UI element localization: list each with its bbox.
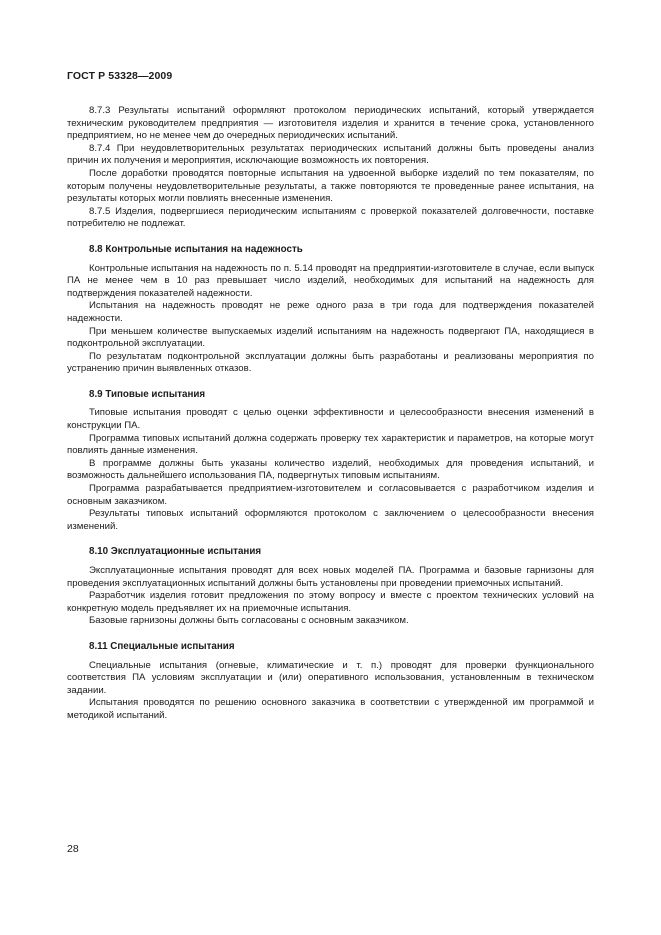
section-heading-8-9: 8.9 Типовые испытания [89,388,206,400]
paragraph: Специальные испытания (огневые, климатические и т. п.) проводят для проверки функционального соответствия ПА условиям эксплуатации и (или) оперативного использования, установленным в техническом задании. [67,659,594,696]
paragraph: Результаты типовых испытаний оформляются протоколом с заключением о целесообразности внесения изменений. [67,508,594,532]
paragraph: Эксплуатационные испытания проводят для всех новых моделей ПА. Программа и базовые гарнизоны для проведения эксплуатационных испытаний должны быть установлены при проведении приемочных испытаний. [67,565,594,589]
page-content [67,105,594,723]
paragraph: Программа разрабатывается предприятием-изготовителем и согласовывается с разработчиком изделия и основным заказчиком. [67,483,594,507]
paragraph: Программа типовых испытаний должна содержать проверку тех характеристик и параметров, на которые могут повлиять данные изменения. [67,432,594,457]
paragraph-rework: После доработки проводятся повторные испытания на удвоенной выборке изделий по тем показателям, по которым получены неудовлетворительные результаты, а также повторяются те проведенные ранее испытания, на результаты которых могли повлиять внесенные изменения. [67,167,594,205]
paragraph: При меньшем количестве выпускаемых изделий испытаниям на надежность подвергают ПА, находящиеся в подконтрольной эксплуатации. [67,325,594,350]
paragraph: Разработчик изделия готовит предложения по этому вопросу и вместе с проектом технических условий на конкретную модель предъявляет их на приемочные испытания. [67,590,594,614]
paragraph: Испытания на надежность проводят не реже одного раза в три года для подтверждения показателей надежности. [67,300,594,324]
section-heading-8-11: 8.11 Специальные испытания [89,640,235,652]
paragraph-8-7-5: 8.7.5 Изделия, подвергшиеся периодическим испытаниям с проверкой показателей долговечности, поставке потребителю не подлежат. [67,205,594,230]
document-code: ГОСТ Р 53328—2009 [67,70,173,82]
paragraph: Испытания проводятся по решению основного заказчика в соответствии с утвержденной им программой и методикой испытаний. [67,697,594,721]
paragraph-8-7-3: 8.7.3 Результаты испытаний оформляют протоколом периодических испытаний, который утверждается техническим руководителем предприятия — изготовителя изделия и хранится в течение срока, установленного предприятием, но не менее чем до очередных периодических испытаний. [67,105,594,142]
paragraph-8-7-4: 8.7.4 При неудовлетворительных результатах периодических испытаний должны быть проведены анализ причин их получения и мероприятия, исключающие возможность их повторения. [67,142,594,167]
section-heading-8-10: 8.10 Эксплуатационные испытания [89,546,262,558]
paragraph: Типовые испытания проводят с целью оценки эффективности и целесообразности внесения изменений в конструкции ПА. [67,407,594,432]
paragraph: В программе должны быть указаны количество изделий, необходимых для проведения испытаний, и возможность дальнейшего использования ПА, подвергнутых типовым испытаниям. [67,457,594,482]
paragraph: Контрольные испытания на надежность по п. 5.14 проводят на предприятии-изготовителе в случае, если выпуск ПА не менее чем в 10 раз превышает число изделий, необходимых для испытаний на надежность для подтверждения показателей надежности. [67,262,594,299]
paragraph: Базовые гарнизоны должны быть согласованы с основным заказчиком. [89,615,409,627]
page-number: 28 [67,843,79,855]
paragraph: По результатам подконтрольной эксплуатации должны быть разработаны и реализованы мероприятия по устранению причин выявленных отказов. [67,350,594,375]
section-heading-8-8: 8.8 Контрольные испытания на надежность [89,243,303,255]
